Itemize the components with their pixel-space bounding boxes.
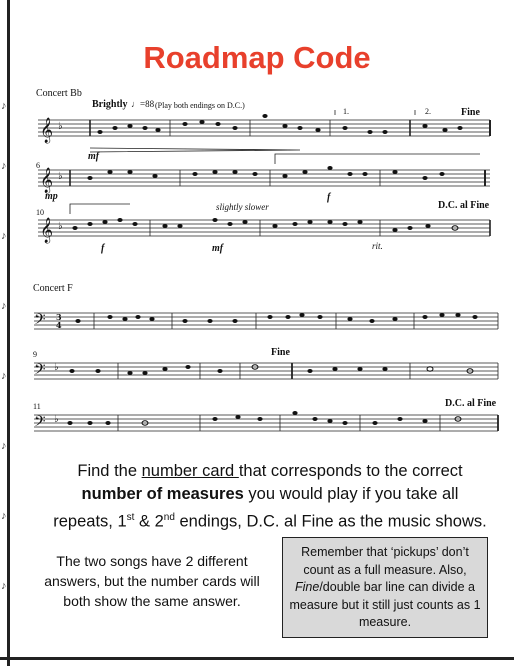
svg-text:4: 4 bbox=[56, 320, 62, 330]
svg-text:3: 3 bbox=[56, 312, 62, 322]
reminder-box bbox=[282, 537, 488, 638]
dc-al-fine-f: D.C. al Fine bbox=[445, 398, 497, 409]
svg-text:𝄞: 𝄞 bbox=[40, 168, 54, 193]
measure-number-10: 10 bbox=[36, 208, 44, 217]
svg-text:♭: ♭ bbox=[58, 171, 63, 182]
instr-line3-mid: & 2 bbox=[134, 512, 164, 531]
bottom-border bbox=[0, 657, 514, 660]
instr-number-card: number card bbox=[141, 462, 239, 480]
note-two-songs: The two songs have 2 different answers, but the number cards will both show the same answer. bbox=[44, 553, 260, 609]
instr-sup-nd: nd bbox=[163, 512, 175, 523]
measure-number-9: 9 bbox=[33, 350, 37, 359]
slightly-slower: slightly slower bbox=[216, 202, 269, 212]
svg-text:𝄞: 𝄞 bbox=[40, 118, 54, 143]
dynamic-mf: mf bbox=[88, 151, 100, 162]
dynamic-f: f bbox=[327, 192, 331, 203]
dynamic-mf2: mf bbox=[212, 243, 224, 254]
fine-marking: Fine bbox=[461, 107, 480, 118]
measure-number-6: 6 bbox=[36, 161, 40, 170]
tempo-text: Brightly bbox=[92, 99, 128, 110]
part-label-f: Concert F bbox=[33, 283, 73, 294]
instr-line3-pre: repeats, 1 bbox=[53, 512, 127, 531]
svg-text:♭: ♭ bbox=[54, 362, 59, 373]
instr-line1-pre: Find the bbox=[77, 462, 142, 480]
dynamic-mp: mp bbox=[45, 191, 58, 202]
page-title: Roadmap Code bbox=[143, 40, 371, 75]
instr-number-of-measures: number of measures bbox=[81, 485, 244, 503]
instr-line3-post: endings, D.C. al Fine as the music shows. bbox=[174, 512, 487, 531]
left-border-decoration: ♪ ♪ ♪ ♪ ♪ ♪ ♪ ♪ bbox=[0, 0, 10, 666]
dc-al-fine-bb: D.C. al Fine bbox=[438, 200, 490, 211]
ending-1-label: 1. bbox=[343, 107, 349, 116]
part-label-bb: Concert Bb bbox=[36, 88, 82, 99]
svg-text:𝄢: 𝄢 bbox=[34, 311, 46, 332]
instr-sup-st: st bbox=[126, 512, 135, 523]
reminder-post: /double bar line can divide a measure but it still just counts as 1 measure. bbox=[289, 580, 481, 629]
svg-text:♭: ♭ bbox=[58, 121, 63, 132]
staff-bb bbox=[30, 110, 495, 255]
ending-2-label: 2. bbox=[425, 107, 431, 116]
instr-line2-post: you would play if you take all bbox=[243, 485, 459, 503]
rit-marking: rit. bbox=[372, 241, 383, 251]
dynamic-f2: f bbox=[101, 243, 105, 254]
tempo-note: (Play both endings on D.C.) bbox=[155, 101, 245, 110]
svg-text:𝄢: 𝄢 bbox=[34, 413, 46, 434]
svg-text:𝄢: 𝄢 bbox=[34, 361, 46, 382]
svg-text:𝄞: 𝄞 bbox=[40, 218, 54, 243]
instr-line1-post: that corresponds to the correct bbox=[238, 462, 463, 480]
svg-text:♭: ♭ bbox=[58, 221, 63, 232]
measure-number-11: 11 bbox=[33, 402, 41, 411]
instructions bbox=[40, 460, 500, 534]
tempo-mark: ♩=88 bbox=[131, 99, 155, 109]
reminder-fine: Fine bbox=[295, 580, 320, 594]
fine-marking-f: Fine bbox=[271, 347, 290, 358]
staff-f bbox=[30, 305, 500, 440]
reminder-pre: Remember that ‘pickups’ don’t count as a full measure. Also, bbox=[301, 545, 469, 577]
svg-text:♭: ♭ bbox=[54, 414, 59, 425]
